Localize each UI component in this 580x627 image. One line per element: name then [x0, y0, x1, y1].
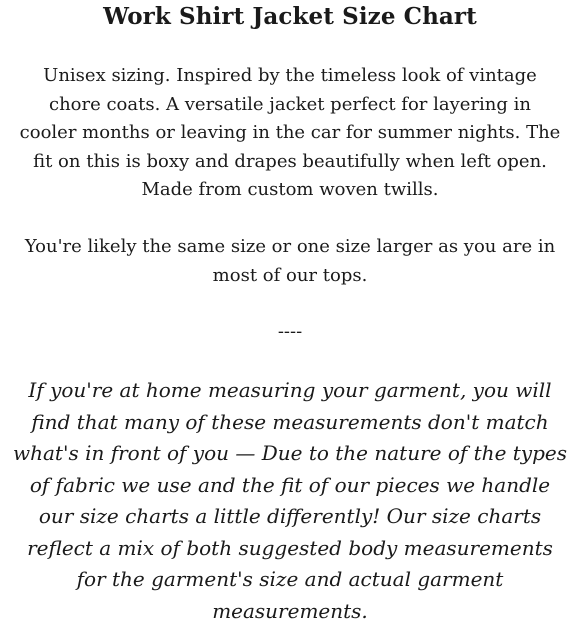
page-title: Work Shirt Jacket Size Chart	[103, 3, 477, 30]
measurement-note: If you're at home measuring your garment, you will find that many of these measurements don't match what's in front of you — Due to the nature of the types of fabric we use and the fit of our pieces we handle our size charts a little differently! Our size charts reflect a mix of both suggested body measurements for the garment's size and actual garment measurements.	[12, 378, 567, 623]
sizing-advice-paragraph: You're likely the same size or one size larger as you are in most of our tops.	[24, 236, 556, 286]
description-paragraph: Unisex sizing. Inspired by the timeless look of vintage chore coats. A versatile jacket perfect for layering in cooler months or leaving in the car for summer nights. The fit on this is boxy and drapes beautifully when left open. Made from custom woven twills.	[19, 65, 561, 200]
separator: ----	[277, 321, 303, 342]
